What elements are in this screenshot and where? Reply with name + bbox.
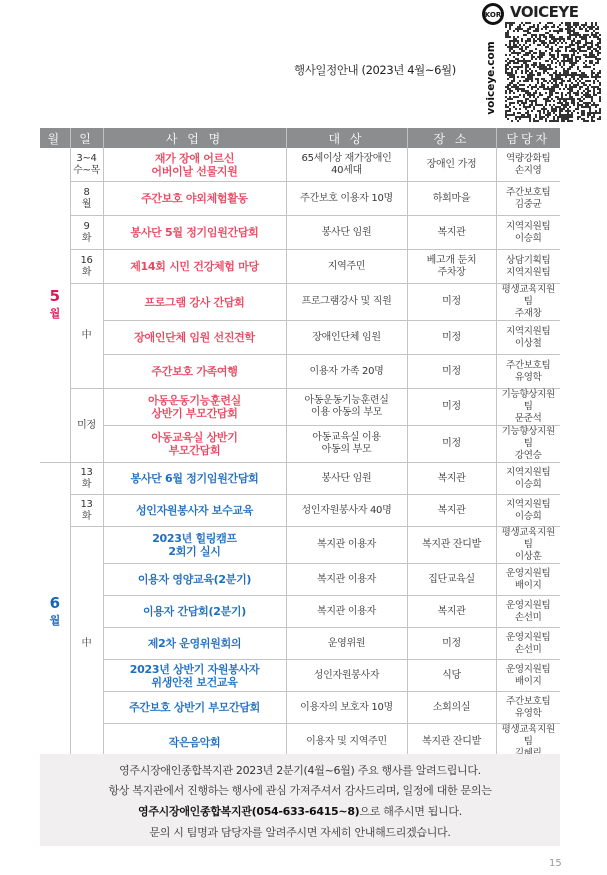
header-month: 월 [40,128,70,148]
place-cell-line: 복지관 [437,226,466,238]
program-name-cell [103,216,286,250]
target-cell [286,495,407,527]
place-cell [407,389,496,426]
staff-cell-line: 이승희 [514,232,542,244]
staff-cell-line: 문준석 [514,413,542,424]
table-row [40,564,560,596]
place-cell-line: 복지관 잔디밭 [421,539,482,550]
target-cell-line: 이용자 및 지역주민 [306,736,387,747]
target-cell-line: 아동의 부모 [321,444,372,455]
target-cell-line: 지역주민 [327,260,366,272]
date-cell-line: 3~4 [76,152,97,164]
target-cell [286,250,407,284]
program-name-cell-line: 봉사단 5월 정기임원간담회 [130,226,259,239]
staff-cell [496,628,560,660]
notice-contact-line [40,803,560,819]
place-cell-line: 복지관 잔디밭 [421,736,482,747]
place-cell [407,148,496,182]
place-cell-line: 복지관 [437,605,466,617]
program-name-cell-line: 이용자 영양교육(2분기) [137,573,252,586]
table-row [40,660,560,692]
staff-cell-line: 손선미 [514,611,542,623]
program-name-cell-line: 봉사단 6월 정기임원간담회 [130,472,259,485]
target-cell-line: 운영위원 [327,637,366,649]
notice-contact-rest: 으로 해주시면 됩니다. [359,805,462,818]
target-cell [286,596,407,628]
month-number: 6 [49,593,60,612]
staff-cell-line: 운영지원팀 [506,663,551,675]
place-cell-line: 식당 [442,669,461,681]
target-cell [286,463,407,495]
table-row [40,148,560,182]
staff-cell-line: 손선미 [514,643,542,655]
month-unit: 월 [49,307,60,320]
program-name-cell [103,527,286,564]
table-row [40,355,560,389]
target-cell-line: 이용자 가족 20명 [309,365,384,377]
staff-cell-line: 유영학 [514,371,542,383]
staff-cell-line: 기능향상지원팀 [501,426,555,449]
target-cell-line: 장애인단체 임원 [312,331,381,343]
date-cell-line: 화 [81,266,92,278]
place-cell [407,660,496,692]
place-cell [407,216,496,250]
staff-cell-line: 역량강화팀 [506,152,551,164]
date-cell-line: 월 [81,198,92,210]
program-name-cell-line: 프로그램 강사 간담회 [144,295,245,309]
staff-cell-line: 이상철 [514,337,542,349]
staff-cell [496,148,560,182]
program-name-cell [103,321,286,355]
program-name-cell-line: 제14회 시민 건강체험 마당 [130,260,259,273]
program-name-cell-line: 재가 장애 어르신 [154,151,235,165]
notice-line: 영주시장애인종합복지관 2023년 2분기(4월~6월) 주요 행사를 알려드립니다. [119,764,481,777]
date-cell-line: 9 [83,220,90,232]
header-staff: 담당자 [496,128,560,148]
target-cell [286,628,407,660]
header-day: 일 [70,128,103,148]
program-name-cell-line: 아동운동기능훈련실 [148,394,241,407]
table-row [40,463,560,495]
date-cell-line: 화 [81,478,92,490]
target-cell [286,284,407,321]
program-name-cell-line: 제2차 운영위원회의 [147,637,242,650]
target-cell [286,182,407,216]
program-name-cell [103,426,286,463]
staff-cell [496,463,560,495]
target-cell-line: 주간보호 이용자 10명 [300,192,393,204]
place-cell-line: 미정 [442,401,461,412]
target-cell [286,426,407,463]
program-name-cell [103,495,286,527]
program-name-cell-line: 이용자 간담회(2분기) [143,605,246,618]
page-number: 15 [549,858,562,869]
program-name-cell-line: 성인자원봉사자 보수교육 [135,504,254,517]
staff-cell [496,321,560,355]
program-name-cell-line: 장애인단체 임원 선진견학 [134,331,255,344]
header-place: 장 소 [407,128,496,148]
target-cell-line: 복지관 이용자 [316,605,377,617]
staff-cell-line: 주간보호팀 [506,359,551,371]
target-cell [286,660,407,692]
notice-contact: 영주시장애인종합복지관(054-633-6415~8) [138,805,360,818]
staff-cell-line: 손지영 [514,164,542,176]
program-name-cell-line: 2023년 상반기 자원봉사자 [129,662,260,676]
staff-cell-line: 평생교육지원팀 [501,284,555,307]
program-name-cell [103,463,286,495]
target-cell-line: 봉사단 임원 [321,226,372,238]
staff-cell-line: 평생교육지원팀 [501,527,555,550]
place-cell [407,495,496,527]
target-cell-line: 복지관 이용자 [316,573,377,585]
target-cell [286,355,407,389]
target-cell-line: 복지관 이용자 [316,539,377,550]
notice-line: 문의 시 팀명과 담당자를 알려주시면 자세히 안내해드리겠습니다. [149,826,451,839]
program-name-cell-line: 어버이날 선물지원 [151,164,238,178]
date-cell-line: 화 [81,510,92,522]
place-cell [407,564,496,596]
staff-cell [496,284,560,321]
place-cell-line: 소회의실 [432,701,471,713]
table-row [40,692,560,724]
staff-cell-line: 주간보호팀 [506,695,551,707]
program-name-cell-line: 아동교육실 상반기 [151,431,238,444]
date-cell [70,148,103,182]
date-cell-line: 16 [80,254,93,266]
place-cell [407,250,496,284]
program-name-cell-line: 작은음악회 [168,735,221,749]
month-number: 5 [49,287,60,305]
program-name-cell-line: 주간보호 야외체험활동 [141,192,248,205]
target-cell [286,389,407,426]
staff-cell [496,692,560,724]
target-cell [286,564,407,596]
voiceye-brand: VOICEYE [510,3,579,21]
program-name-cell-line: 주간보호 가족여행 [151,365,238,378]
staff-cell-line: 지역지원팀 [506,466,551,478]
date-group-cell: 미정 [70,389,103,463]
program-name-cell-line: 2회기 실시 [168,545,221,558]
staff-cell-line: 평생교육지원팀 [501,724,555,747]
staff-cell-line: 운영지원팀 [506,631,551,643]
place-cell [407,463,496,495]
place-cell-line: 주차장 [437,266,466,278]
staff-cell [496,355,560,389]
schedule-table [40,128,560,761]
program-name-cell-line: 2023년 힐링캠프 [152,532,237,545]
staff-cell-line: 이승희 [514,478,542,490]
program-name-cell-line: 상반기 부모간담회 [151,407,238,420]
notice-box [40,754,560,846]
staff-cell-line: 지역지원팀 [506,325,551,337]
date-cell-line: 13 [80,498,93,510]
date-cell-line: 13 [80,466,93,478]
staff-cell [496,182,560,216]
target-cell-line: 40세대 [331,164,362,176]
program-name-cell [103,355,286,389]
staff-cell [496,660,560,692]
target-cell-line: 아동운동기능훈련실 [304,395,389,406]
voiceye-url [479,30,503,125]
table-row [40,250,560,284]
target-cell-line: 이용 아동의 부모 [310,407,383,418]
program-name-cell [103,596,286,628]
table-header-row [40,128,560,148]
staff-cell [496,216,560,250]
program-name-cell [103,692,286,724]
header-target: 대 상 [286,128,407,148]
month-cell [40,148,70,463]
staff-cell-line: 상담기획팀 [506,254,551,266]
table-row [40,495,560,527]
target-cell [286,148,407,182]
date-cell [70,182,103,216]
place-cell-line: 복지관 [437,504,466,516]
target-cell [286,692,407,724]
staff-cell [496,495,560,527]
staff-cell-line: 운영지원팀 [506,567,551,579]
program-name-cell [103,660,286,692]
staff-cell-line: 유영학 [514,707,542,719]
target-cell-line: 아동교육실 이용 [312,432,381,443]
table-row [40,389,560,426]
place-cell-line: 집단교육실 [428,573,475,585]
place-cell [407,692,496,724]
staff-cell-line: 주재창 [514,308,542,319]
staff-cell-line: 주간보호팀 [506,186,551,198]
table-row [40,284,560,321]
place-cell-line: 베고개 둔치 [426,254,477,266]
target-cell-line: 프로그램강사 및 직원 [301,296,392,307]
date-cell-line: 8 [83,186,90,198]
table-row [40,628,560,660]
place-cell-line: 복지관 [437,472,466,484]
program-name-cell-line: 주간보호 상반기 부모간담회 [129,701,260,714]
program-name-cell [103,284,286,321]
place-cell [407,355,496,389]
program-name-cell [103,389,286,426]
staff-cell [496,527,560,564]
staff-cell-line: 운영지원팀 [506,599,551,611]
staff-cell-line: 기능향상지원팀 [501,389,555,412]
date-group-cell: 中 [70,284,103,389]
target-cell [286,527,407,564]
program-name-cell [103,564,286,596]
date-cell-line: 화 [81,232,92,244]
program-name-cell [103,182,286,216]
place-cell-line: 미정 [442,438,461,449]
table-row [40,182,560,216]
staff-cell [496,596,560,628]
date-cell [70,463,103,495]
target-cell-line: 65세이상 재가장애인 [301,152,392,164]
target-cell [286,321,407,355]
program-name-cell-line: 부모간담회 [168,444,221,457]
voiceye-code-icon [505,22,601,122]
program-name-cell [103,628,286,660]
voiceye-url-text: voiceye.com [485,40,497,115]
staff-cell [496,564,560,596]
page-heading: 행사일정안내 (2023년 4월~6월) [294,63,456,77]
table-row [40,426,560,463]
month-cell [40,463,70,761]
place-cell [407,321,496,355]
date-cell [70,250,103,284]
place-cell-line: 미정 [442,296,461,307]
place-cell-line: 미정 [442,331,461,343]
logo-text: KOR [484,11,502,19]
program-name-cell [103,250,286,284]
target-cell-line: 성인자원봉사자 [313,669,380,681]
staff-cell-line: 배이지 [514,675,542,687]
staff-cell [496,250,560,284]
staff-cell-line: 강연승 [514,450,542,461]
program-name-cell-line: 위생안전 보건교육 [151,675,238,689]
place-cell [407,284,496,321]
staff-cell-line: 이승희 [514,510,542,522]
place-cell [407,527,496,564]
date-group-cell: 中 [70,527,103,761]
table-row [40,527,560,564]
target-cell-line: 성인자원봉사자 40명 [301,504,392,516]
program-name-cell [103,148,286,182]
staff-cell-line: 지역지원팀 [506,220,551,232]
table-row [40,216,560,250]
place-cell-line: 하회마을 [432,192,471,204]
table-row [40,321,560,355]
date-cell [70,216,103,250]
table-row [40,596,560,628]
target-cell [286,216,407,250]
staff-cell-line: 배이지 [514,579,542,591]
staff-cell [496,426,560,463]
date-cell-line: 수~목 [73,164,100,176]
target-cell-line: 이용자의 보호자 10명 [300,701,393,713]
notice-line: 항상 복지관에서 진행하는 행사에 관심 가져주셔서 감사드리며, 일정에 대한 문의는 [108,784,492,797]
voiceye-logo-icon [481,2,505,26]
place-cell [407,182,496,216]
place-cell-line: 장애인 가정 [426,158,477,170]
staff-cell-line: 이상훈 [514,551,542,562]
header-program: 사 업 명 [103,128,286,148]
staff-cell [496,389,560,426]
place-cell [407,628,496,660]
month-unit: 월 [49,613,60,627]
date-cell [70,495,103,527]
place-cell [407,426,496,463]
staff-cell-line: 김중균 [514,198,542,210]
staff-cell-line: 지역지원팀 [506,498,551,510]
place-cell [407,596,496,628]
place-cell-line: 미정 [442,365,461,377]
target-cell-line: 봉사단 임원 [321,472,372,484]
staff-cell-line: 지역지원팀 [506,266,551,278]
place-cell-line: 미정 [442,637,461,649]
